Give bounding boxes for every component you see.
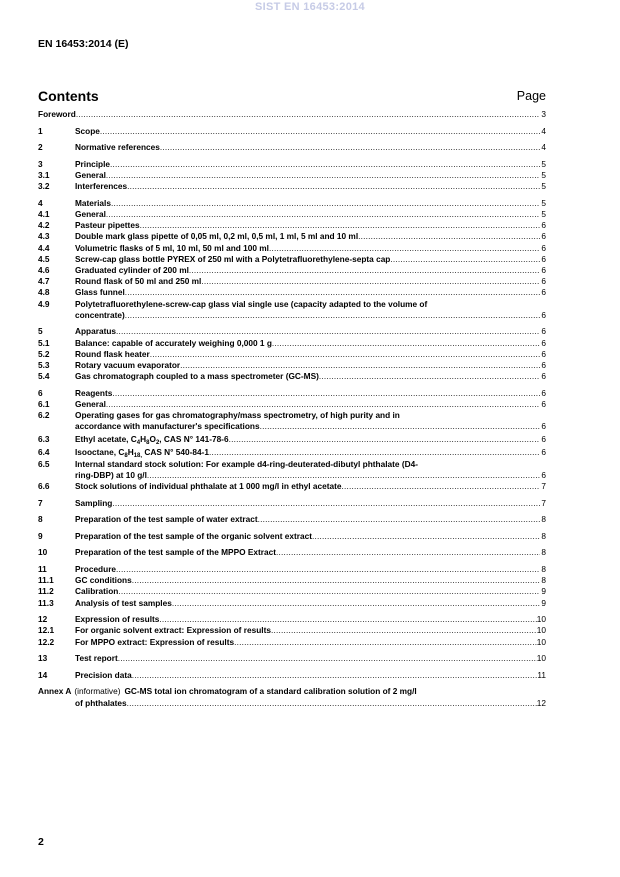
toc-entry-6-5[interactable] <box>38 459 546 481</box>
toc-entry-page: 8 <box>541 547 546 558</box>
toc-entry-4-9[interactable] <box>38 299 546 321</box>
toc-entry-title: Reagents <box>75 387 113 398</box>
toc-entry-3-2[interactable] <box>38 181 546 192</box>
toc-entry-title: For organic solvent extract: Expression of results <box>75 625 271 636</box>
toc-entry-title: Materials <box>75 197 111 208</box>
toc-entry-title: For MPPO extract: Expression of results <box>75 636 235 647</box>
toc-entry-number: 12 <box>38 614 48 625</box>
toc-entry-page: 8 <box>541 575 546 586</box>
toc-entry-title: Screw-cap glass bottle PYREX of 250 ml with a Polytetrafluorethylene-septa cap <box>75 253 391 264</box>
toc-entry-page: 6 <box>541 309 546 320</box>
toc-entry-number: 6.5 <box>38 458 50 469</box>
toc-entry-annex-a[interactable] <box>38 686 546 708</box>
toc-entry-title: Preparation of the test sample of the organic solvent extract <box>75 530 312 541</box>
toc-entry-number: 4.6 <box>38 265 50 275</box>
toc-entry-title: Balance: capable of accurately weighing 0,000 1 g <box>75 337 272 348</box>
toc-entry-4-6[interactable] <box>38 265 546 276</box>
toc-entry-11[interactable] <box>38 564 546 575</box>
toc-entry-5-4[interactable] <box>38 371 546 382</box>
watermark: SIST EN 16453:2014 <box>255 1 365 13</box>
toc-entry-number: 6.2 <box>38 410 50 421</box>
toc-entry-page: 6 <box>541 253 546 264</box>
toc-entry-page: 10 <box>536 653 546 664</box>
toc-entry-title: Apparatus <box>75 326 117 337</box>
toc-entry-9[interactable] <box>38 531 546 542</box>
toc-entry-page: 6 <box>541 231 546 242</box>
toc-entry-title: Interferences <box>75 181 128 192</box>
toc-entry-10[interactable] <box>38 547 546 558</box>
toc-entry-page: 6 <box>541 348 546 359</box>
toc-entry-title: Polytetrafluorethylene-screw-cap glass vial single use (capacity adapted to the volume of <box>75 298 428 309</box>
toc-entry-3[interactable] <box>38 159 546 170</box>
toc-entry-page: 6 <box>541 433 546 444</box>
toc-entry-number: 13 <box>38 653 48 664</box>
toc-entry-number: 11.3 <box>38 597 54 608</box>
toc-entry-page: 6 <box>541 326 546 337</box>
toc-entry-12[interactable] <box>38 614 546 625</box>
toc-entry-number: 4.1 <box>38 208 50 219</box>
toc-entry-page: 8 <box>541 530 546 541</box>
toc-entry-number: 4.4 <box>38 242 50 253</box>
toc-entry-4-7[interactable] <box>38 276 546 287</box>
toc-entry-number: 6.1 <box>38 399 50 410</box>
toc-entry-6-2[interactable] <box>38 410 546 432</box>
toc-entry-title: Volumetric flasks of 5 ml, 10 ml, 50 ml and 100 ml <box>75 242 269 253</box>
toc-entry-title: Stock solutions of individual phthalate at 1 000 mg/l in ethyl acetate <box>75 481 342 492</box>
toc-entry-title: GC conditions <box>75 575 132 586</box>
toc-entry-page: 6 <box>541 399 546 410</box>
toc-entry-5-3[interactable] <box>38 360 546 371</box>
toc-entry-number: 11.2 <box>38 586 54 597</box>
toc-entry-title: GC-MS total ion chromatogram of a standard calibration solution of 2 mg/l <box>124 686 417 697</box>
toc-entry-title: Normative references <box>75 142 160 153</box>
toc-entry-number: 5.4 <box>38 371 50 382</box>
toc-entry-title: Preparation of the test sample of the MPPO Extract <box>75 547 277 558</box>
toc-entry-title: Ethyl acetate, $C_4H_8O_2$, CAS N° 141-78-6 <box>75 433 229 446</box>
toc-entry-6[interactable] <box>38 388 546 399</box>
toc-entry-number: 4.2 <box>38 220 50 231</box>
toc-entry-page: 6 <box>541 265 546 275</box>
toc-entry-page: 6 <box>541 469 546 480</box>
toc-entry-4-1[interactable] <box>38 209 546 220</box>
toc-entry-number: 12.1 <box>38 625 55 636</box>
toc-entry-7[interactable] <box>38 498 546 509</box>
toc-entry-4-2[interactable] <box>38 220 546 231</box>
toc-entry-page: 6 <box>541 387 546 398</box>
contents-heading: Contents <box>38 88 99 104</box>
toc-entry-11-3[interactable] <box>38 598 546 609</box>
toc-entry-number: 4.8 <box>38 287 50 298</box>
toc-entry-page: 10 <box>536 614 546 625</box>
annex-label: Annex A <box>38 686 72 697</box>
toc-entry-title: Double mark glass pipette of 0,05 ml, 0,2 ml, 0,5 ml, 1 ml, 5 ml and 10 ml <box>75 231 359 242</box>
toc-entry-number: 3.1 <box>38 169 50 180</box>
toc-entry-title: Principle <box>75 158 111 169</box>
toc-entry-4-4[interactable] <box>38 243 546 254</box>
toc-entry-number: 8 <box>38 514 43 525</box>
toc-entry-4-8[interactable] <box>38 287 546 298</box>
toc-entry-14[interactable] <box>38 670 546 681</box>
toc-entry-number: 6 <box>38 387 43 398</box>
toc-entry-title: Expression of results <box>75 614 160 625</box>
toc-entry-title-continued: of phthalates <box>75 697 127 708</box>
toc-entry-11-2[interactable] <box>38 586 546 597</box>
toc-entry-page: 8 <box>541 514 546 525</box>
toc-entry-12-2[interactable] <box>38 637 546 648</box>
toc-entry-title: Calibration <box>75 586 119 597</box>
page-number: 2 <box>38 836 44 848</box>
toc-entry-title: Rotary vacuum evaporator <box>75 360 181 371</box>
toc-entry-number: 4 <box>38 197 43 208</box>
toc-entry-number: 1 <box>38 125 43 136</box>
toc-entry-4[interactable] <box>38 198 546 209</box>
toc-entry-title: Scope <box>75 125 100 136</box>
toc-entry-2[interactable] <box>38 142 546 153</box>
toc-entry-title: Precision data <box>75 669 132 680</box>
toc-entry-title: Round flask heater <box>75 348 150 359</box>
toc-entry-page: 6 <box>541 371 546 382</box>
toc-entry-number: 4.5 <box>38 253 50 264</box>
toc-entry-11-1[interactable] <box>38 575 546 586</box>
toc-entry-title: Foreword <box>38 109 76 119</box>
toc-entry-title: Preparation of the test sample of water extract <box>75 514 258 525</box>
toc-entry-title: Procedure <box>75 564 117 574</box>
toc-entry-number: 4.3 <box>38 231 50 242</box>
toc-entry-title-continued: ring-DBP) at 10 g/l <box>75 469 147 480</box>
toc-entry-page: 7 <box>541 497 546 508</box>
toc-entry-page: 5 <box>541 208 546 219</box>
toc-entry-page: 5 <box>541 158 546 169</box>
toc-entry-number: 14 <box>38 669 48 680</box>
toc-entry-5-2[interactable] <box>38 349 546 360</box>
toc-entry-number: 5.2 <box>38 348 50 359</box>
toc-entry-page: 5 <box>541 197 546 208</box>
toc-entry-page: 6 <box>541 360 546 371</box>
toc-entry-6-1[interactable] <box>38 399 546 410</box>
toc-entry-number: 4.9 <box>38 298 50 309</box>
toc-entry-number: 7 <box>38 497 43 508</box>
toc-entry-number: 3.2 <box>38 181 50 192</box>
toc-entry-number: 10 <box>38 547 48 558</box>
toc-entry-5-1[interactable] <box>38 338 546 349</box>
toc-entry-number: 5 <box>38 326 43 337</box>
toc-entry-page: 11 <box>537 669 546 680</box>
toc-entry-title: Isooctane, $C_8H_{18,}$ CAS N° 540-84-1 <box>75 446 209 459</box>
toc-entry-13[interactable] <box>38 653 546 664</box>
toc-entry-title: Analysis of test samples <box>75 597 172 608</box>
toc-entry-title: Gas chromatograph coupled to a mass spectrometer (GC-MS) <box>75 371 319 382</box>
table-of-contents <box>38 109 546 709</box>
toc-entry-page: 6 <box>541 220 546 231</box>
toc-entry-12-1[interactable] <box>38 625 546 636</box>
toc-entry-number: 5.3 <box>38 360 50 371</box>
toc-entry-page: 6 <box>541 446 546 457</box>
toc-entry-title: Graduated cylinder of 200 ml <box>75 265 189 275</box>
toc-entry-number: 4.7 <box>38 276 50 287</box>
toc-entry-6-4[interactable] <box>38 446 546 459</box>
toc-entry-6-6[interactable] <box>38 481 546 492</box>
toc-entry-3-1[interactable] <box>38 170 546 181</box>
toc-entry-page: 6 <box>541 287 546 298</box>
annex-qualifier: (informative) <box>74 686 121 697</box>
toc-entry-title: Sampling <box>75 497 113 508</box>
toc-entry-page: 3 <box>541 109 546 119</box>
toc-entry-title: Glass funnel <box>75 287 125 298</box>
toc-entry-number: 9 <box>38 530 43 541</box>
toc-entry-number: 11 <box>38 564 47 574</box>
document-id: EN 16453:2014 (E) <box>38 38 129 50</box>
toc-entry-4-5[interactable] <box>38 254 546 265</box>
toc-entry-6-3[interactable] <box>38 433 546 446</box>
toc-entry-page: 7 <box>541 481 546 492</box>
toc-entry-page: 6 <box>541 337 546 348</box>
toc-entry-title: Test report <box>75 653 118 664</box>
toc-entry-page: 10 <box>536 625 546 636</box>
toc-entry-1[interactable] <box>38 126 546 137</box>
toc-entry-number: 5.1 <box>38 337 50 348</box>
toc-entry-number: 12.2 <box>38 636 55 647</box>
toc-entry-title: Internal standard stock solution: For example d4-ring-deuterated-dibutyl phthalate (D4- <box>75 458 418 469</box>
toc-entry-number: 6.4 <box>38 446 50 457</box>
toc-entry-page: 4 <box>541 142 546 153</box>
toc-entry-number: 6.6 <box>38 481 50 492</box>
toc-entry-8[interactable] <box>38 514 546 525</box>
page-column-label: Page <box>516 89 546 103</box>
toc-entry-page: 5 <box>541 181 546 192</box>
toc-entry-page: 4 <box>541 125 546 136</box>
toc-entry-page: 9 <box>541 586 546 597</box>
toc-entry-number: 6.3 <box>38 433 50 444</box>
toc-entry-page: 6 <box>541 242 546 253</box>
toc-entry-5[interactable] <box>38 326 546 337</box>
toc-entry-number: 11.1 <box>38 575 54 586</box>
toc-entry-title: General <box>75 399 106 410</box>
toc-entry-number: 3 <box>38 158 43 169</box>
toc-entry-title: Pasteur pipettes <box>75 220 140 231</box>
toc-entry-title-continued: accordance with manufacturer's specifications <box>75 421 260 432</box>
toc-entry-page: 6 <box>541 276 546 287</box>
toc-entry-title: Operating gases for gas chromatography/mass spectrometry, of high purity and in <box>75 410 400 421</box>
toc-entry-foreword[interactable] <box>38 109 546 120</box>
toc-entry-title: General <box>75 208 106 219</box>
toc-entry-title: Round flask of 50 ml and 250 ml <box>75 276 202 287</box>
toc-entry-page: 12 <box>536 697 546 708</box>
toc-entry-page: 5 <box>541 169 546 180</box>
toc-entry-number: 2 <box>38 142 43 153</box>
toc-entry-page: 9 <box>541 597 546 608</box>
toc-entry-page: 10 <box>536 636 546 647</box>
toc-entry-page: 8 <box>541 564 546 574</box>
toc-entry-title: General <box>75 169 106 180</box>
toc-entry-page: 6 <box>541 421 546 432</box>
toc-entry-4-3[interactable] <box>38 231 546 242</box>
toc-entry-title-continued: concentrate) <box>75 309 125 320</box>
